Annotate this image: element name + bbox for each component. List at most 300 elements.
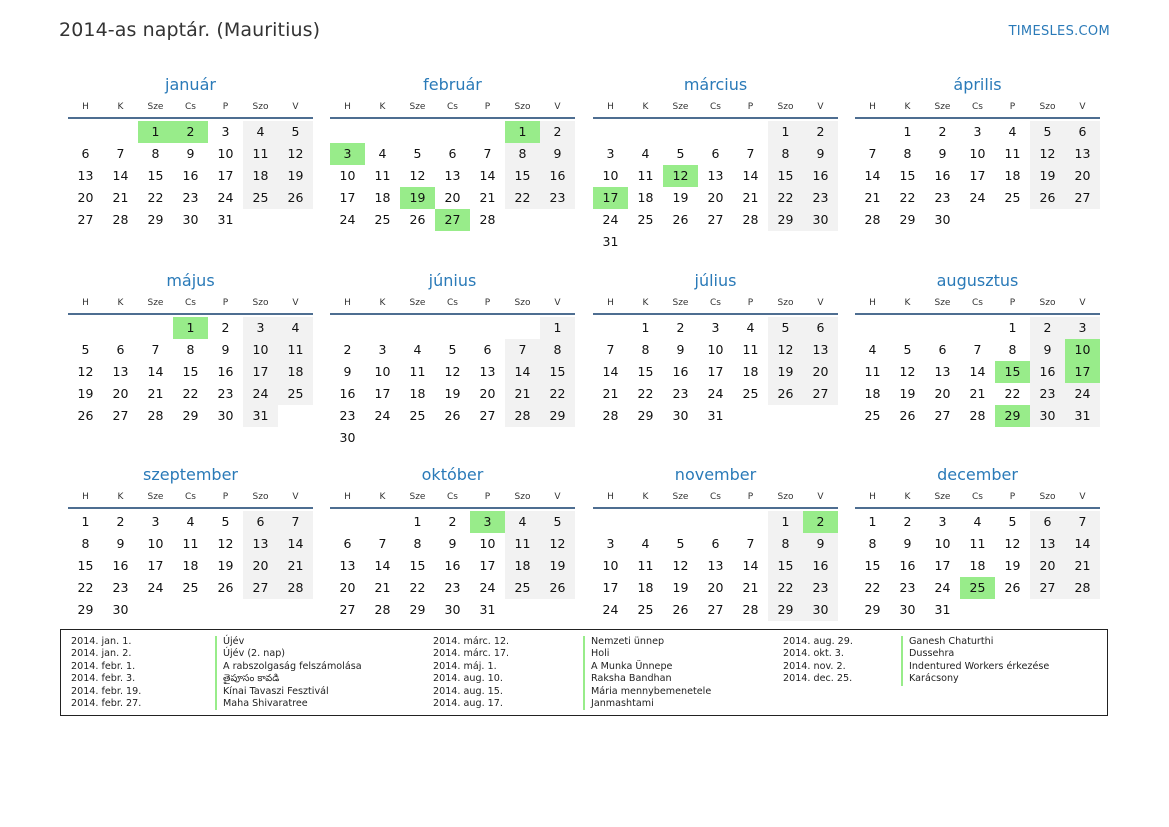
day-cell: 6 bbox=[483, 342, 492, 357]
day-cell: 8 bbox=[868, 536, 877, 551]
day-cell: 2 bbox=[903, 514, 912, 529]
month-3 bbox=[593, 74, 838, 253]
weekday-label: H bbox=[607, 492, 614, 502]
day-grid bbox=[593, 315, 838, 427]
weekend-day-cell: 15 bbox=[768, 555, 803, 577]
day-cell: 27 bbox=[339, 602, 356, 617]
day-cell: 26 bbox=[1004, 580, 1021, 595]
day-cell: 1 bbox=[868, 514, 877, 529]
day-cell: 26 bbox=[672, 602, 689, 617]
day-cell: 7 bbox=[116, 146, 125, 161]
weekend-day-cell: 12 bbox=[768, 339, 803, 361]
weekday-label: Sze bbox=[147, 102, 164, 112]
weekend-day-cell: 25 bbox=[243, 187, 278, 209]
weekday-label: K bbox=[117, 492, 124, 502]
weekend-day-cell: 12 bbox=[1030, 143, 1065, 165]
day-cell: 9 bbox=[448, 536, 457, 551]
day-cell: 24 bbox=[707, 386, 724, 401]
holiday-list bbox=[60, 629, 1108, 716]
weekday-label: V bbox=[292, 492, 299, 502]
day-cell: 30 bbox=[217, 408, 234, 423]
weekend-day-cell: 3 bbox=[1065, 317, 1100, 339]
day-cell: 26 bbox=[899, 408, 916, 423]
weekend-day-cell: 6 bbox=[1030, 511, 1065, 533]
day-cell: 21 bbox=[147, 386, 164, 401]
holiday-dates-col1 bbox=[71, 636, 141, 710]
day-cell: 18 bbox=[742, 364, 759, 379]
holiday-day-cell: 3 bbox=[330, 143, 365, 165]
weekday-header bbox=[330, 99, 575, 119]
day-cell: 15 bbox=[637, 364, 654, 379]
day-cell: 20 bbox=[479, 386, 496, 401]
day-cell: 28 bbox=[374, 602, 391, 617]
weekday-label: Sze bbox=[672, 298, 689, 308]
day-cell: 20 bbox=[339, 580, 356, 595]
weekend-day-cell: 9 bbox=[540, 143, 575, 165]
day-cell: 14 bbox=[864, 168, 881, 183]
weekend-day-cell: 13 bbox=[243, 533, 278, 555]
day-cell: 4 bbox=[413, 342, 422, 357]
weekend-day-cell: 27 bbox=[243, 577, 278, 599]
weekday-label: Cs bbox=[185, 298, 196, 308]
holiday-name: Raksha Bandhan bbox=[591, 673, 672, 685]
weekday-label: Cs bbox=[447, 102, 458, 112]
day-cell: 6 bbox=[711, 146, 720, 161]
day-cell: 11 bbox=[637, 168, 654, 183]
weekend-day-cell: 1 bbox=[768, 511, 803, 533]
weekend-day-cell: 23 bbox=[803, 577, 838, 599]
empty-day-cell bbox=[365, 511, 400, 533]
day-cell: 7 bbox=[973, 342, 982, 357]
day-cell: 29 bbox=[409, 602, 426, 617]
weekend-day-cell: 23 bbox=[540, 187, 575, 209]
day-grid bbox=[593, 509, 838, 621]
day-cell: 3 bbox=[711, 320, 720, 335]
empty-day-cell bbox=[103, 317, 138, 339]
weekday-label: Sze bbox=[672, 492, 689, 502]
day-cell: 4 bbox=[641, 536, 650, 551]
day-cell: 24 bbox=[602, 602, 619, 617]
holiday-names-col1 bbox=[215, 636, 362, 710]
day-cell: 11 bbox=[864, 364, 881, 379]
weekend-day-cell: 25 bbox=[278, 383, 313, 405]
day-cell: 17 bbox=[969, 168, 986, 183]
day-cell: 17 bbox=[479, 558, 496, 573]
day-cell: 12 bbox=[1004, 536, 1021, 551]
empty-day-cell bbox=[330, 511, 365, 533]
empty-day-cell bbox=[103, 121, 138, 143]
day-cell: 28 bbox=[742, 602, 759, 617]
weekday-label: P bbox=[747, 102, 754, 112]
empty-day-cell bbox=[138, 317, 173, 339]
weekday-label: H bbox=[344, 298, 351, 308]
empty-day-cell bbox=[733, 121, 768, 143]
day-cell: 11 bbox=[742, 342, 759, 357]
day-cell: 21 bbox=[742, 190, 759, 205]
weekend-day-cell: 24 bbox=[1065, 383, 1100, 405]
weekend-day-cell: 13 bbox=[803, 339, 838, 361]
day-cell: 9 bbox=[116, 536, 125, 551]
holiday-day-cell: 17 bbox=[593, 187, 628, 209]
day-cell: 8 bbox=[81, 536, 90, 551]
day-cell: 23 bbox=[444, 580, 461, 595]
weekday-label: Cs bbox=[185, 102, 196, 112]
weekend-day-cell: 7 bbox=[1065, 511, 1100, 533]
weekend-day-cell: 6 bbox=[803, 317, 838, 339]
weekday-label: K bbox=[379, 102, 386, 112]
day-cell: 3 bbox=[151, 514, 160, 529]
empty-day-cell bbox=[890, 317, 925, 339]
weekday-label: K bbox=[642, 298, 649, 308]
weekday-label: Szo bbox=[514, 298, 531, 308]
empty-day-cell bbox=[68, 317, 103, 339]
weekend-day-cell: 31 bbox=[243, 405, 278, 427]
month-6 bbox=[330, 270, 575, 449]
holiday-date: 2014. nov. 2. bbox=[783, 660, 846, 672]
weekend-day-cell: 16 bbox=[803, 165, 838, 187]
day-cell: 5 bbox=[221, 514, 230, 529]
holiday-name: Maha Shivaratree bbox=[223, 697, 308, 709]
day-cell: 15 bbox=[899, 168, 916, 183]
day-cell: 13 bbox=[934, 364, 951, 379]
holiday-date: 2014. máj. 1. bbox=[433, 660, 497, 672]
day-cell: 16 bbox=[182, 168, 199, 183]
empty-day-cell bbox=[628, 121, 663, 143]
day-cell: 24 bbox=[147, 580, 164, 595]
weekend-day-cell: 9 bbox=[1030, 339, 1065, 361]
day-cell: 1 bbox=[81, 514, 90, 529]
weekend-day-cell: 16 bbox=[1030, 361, 1065, 383]
day-cell: 22 bbox=[637, 386, 654, 401]
day-cell: 2 bbox=[676, 320, 685, 335]
weekday-label: Sze bbox=[409, 102, 426, 112]
day-cell: 8 bbox=[641, 342, 650, 357]
day-cell: 22 bbox=[1004, 386, 1021, 401]
day-cell: 27 bbox=[934, 408, 951, 423]
day-cell: 9 bbox=[221, 342, 230, 357]
day-cell: 16 bbox=[934, 168, 951, 183]
weekend-day-cell: 20 bbox=[1030, 555, 1065, 577]
empty-day-cell bbox=[593, 121, 628, 143]
day-cell: 1 bbox=[641, 320, 650, 335]
day-cell: 19 bbox=[672, 580, 689, 595]
weekday-label: P bbox=[1009, 492, 1016, 502]
weekend-day-cell: 22 bbox=[768, 577, 803, 599]
day-cell: 17 bbox=[934, 558, 951, 573]
day-cell: 13 bbox=[444, 168, 461, 183]
weekday-label: Szo bbox=[777, 102, 794, 112]
weekday-label: K bbox=[379, 492, 386, 502]
holiday-name: Újév bbox=[223, 636, 245, 647]
weekday-label: P bbox=[747, 492, 754, 502]
day-cell: 15 bbox=[147, 168, 164, 183]
empty-day-cell bbox=[698, 511, 733, 533]
weekend-day-cell: 21 bbox=[1065, 555, 1100, 577]
day-grid bbox=[855, 315, 1100, 427]
day-cell: 3 bbox=[938, 514, 947, 529]
weekday-label: P bbox=[484, 102, 491, 112]
month-title: május bbox=[166, 271, 215, 290]
day-cell: 26 bbox=[409, 212, 426, 227]
holiday-name: Újév (2. nap) bbox=[223, 648, 286, 660]
day-cell: 13 bbox=[77, 168, 94, 183]
holiday-date: 2014. okt. 3. bbox=[783, 648, 844, 660]
weekend-day-cell: 6 bbox=[243, 511, 278, 533]
day-cell: 5 bbox=[676, 146, 685, 161]
day-cell: 2 bbox=[221, 320, 230, 335]
day-cell: 7 bbox=[746, 146, 755, 161]
day-cell: 27 bbox=[112, 408, 129, 423]
weekend-day-cell: 21 bbox=[278, 555, 313, 577]
weekday-label: P bbox=[747, 298, 754, 308]
holiday-day-cell: 1 bbox=[138, 121, 173, 143]
holiday-day-cell: 10 bbox=[1065, 339, 1100, 361]
month-5 bbox=[68, 270, 313, 427]
day-cell: 12 bbox=[672, 558, 689, 573]
holiday-name: Indentured Workers érkezése bbox=[909, 660, 1050, 672]
day-cell: 7 bbox=[483, 146, 492, 161]
day-cell: 21 bbox=[112, 190, 129, 205]
day-cell: 7 bbox=[378, 536, 387, 551]
day-grid bbox=[68, 119, 313, 231]
day-cell: 14 bbox=[112, 168, 129, 183]
day-cell: 9 bbox=[938, 146, 947, 161]
weekend-day-cell: 3 bbox=[243, 317, 278, 339]
day-cell: 14 bbox=[479, 168, 496, 183]
weekend-day-cell: 5 bbox=[768, 317, 803, 339]
day-cell: 12 bbox=[217, 536, 234, 551]
month-1 bbox=[68, 74, 313, 231]
month-11 bbox=[593, 464, 838, 621]
day-cell: 26 bbox=[77, 408, 94, 423]
day-cell: 3 bbox=[378, 342, 387, 357]
holiday-dates-col2 bbox=[433, 636, 509, 710]
holiday-name: Ganesh Chaturthi bbox=[909, 636, 994, 647]
weekend-day-cell: 19 bbox=[1030, 165, 1065, 187]
day-cell: 5 bbox=[1008, 514, 1017, 529]
weekday-label: V bbox=[554, 298, 561, 308]
weekday-label: V bbox=[292, 102, 299, 112]
day-cell: 17 bbox=[147, 558, 164, 573]
day-grid bbox=[330, 509, 575, 621]
day-cell: 17 bbox=[339, 190, 356, 205]
weekday-label: Szo bbox=[252, 102, 269, 112]
holiday-day-cell: 15 bbox=[995, 361, 1030, 383]
site-link[interactable]: TIMESLES.COM bbox=[1008, 24, 1110, 39]
day-cell: 24 bbox=[374, 408, 391, 423]
day-cell: 20 bbox=[77, 190, 94, 205]
day-cell: 12 bbox=[77, 364, 94, 379]
day-cell: 1 bbox=[903, 124, 912, 139]
day-cell: 28 bbox=[147, 408, 164, 423]
weekday-label: H bbox=[82, 102, 89, 112]
holiday-day-cell: 12 bbox=[663, 165, 698, 187]
empty-day-cell bbox=[365, 317, 400, 339]
weekend-day-cell: 2 bbox=[803, 121, 838, 143]
month-title: december bbox=[937, 465, 1018, 484]
empty-day-cell bbox=[505, 317, 540, 339]
weekend-day-cell: 5 bbox=[540, 511, 575, 533]
day-cell: 15 bbox=[77, 558, 94, 573]
month-4 bbox=[855, 74, 1100, 231]
weekend-day-cell: 28 bbox=[278, 577, 313, 599]
weekend-day-cell: 29 bbox=[768, 599, 803, 621]
weekday-label: Szo bbox=[252, 298, 269, 308]
day-cell: 31 bbox=[217, 212, 234, 227]
holiday-day-cell: 19 bbox=[400, 187, 435, 209]
weekday-header bbox=[593, 99, 838, 119]
day-cell: 4 bbox=[746, 320, 755, 335]
holiday-name: A rabszolgaság felszámolása bbox=[223, 660, 362, 672]
weekend-day-cell: 5 bbox=[278, 121, 313, 143]
weekday-label: Sze bbox=[934, 298, 951, 308]
day-cell: 23 bbox=[672, 386, 689, 401]
empty-day-cell bbox=[435, 317, 470, 339]
day-grid bbox=[330, 119, 575, 231]
day-cell: 9 bbox=[903, 536, 912, 551]
day-cell: 10 bbox=[479, 536, 496, 551]
weekend-day-cell: 8 bbox=[505, 143, 540, 165]
day-cell: 21 bbox=[969, 386, 986, 401]
weekend-day-cell: 15 bbox=[540, 361, 575, 383]
holiday-date: 2014. aug. 10. bbox=[433, 673, 503, 685]
weekday-label: P bbox=[1009, 102, 1016, 112]
holiday-date: 2014. aug. 15. bbox=[433, 685, 503, 697]
day-cell: 10 bbox=[934, 536, 951, 551]
weekday-label: Sze bbox=[147, 492, 164, 502]
day-cell: 20 bbox=[934, 386, 951, 401]
weekend-day-cell: 13 bbox=[1030, 533, 1065, 555]
weekend-day-cell: 4 bbox=[505, 511, 540, 533]
weekday-label: Szo bbox=[252, 492, 269, 502]
month-7 bbox=[593, 270, 838, 427]
empty-day-cell bbox=[435, 121, 470, 143]
day-cell: 7 bbox=[746, 536, 755, 551]
day-cell: 13 bbox=[707, 168, 724, 183]
weekend-day-cell: 29 bbox=[540, 405, 575, 427]
day-cell: 16 bbox=[899, 558, 916, 573]
holiday-name: Janmashtami bbox=[591, 697, 654, 709]
weekday-header bbox=[68, 99, 313, 119]
day-cell: 11 bbox=[409, 364, 426, 379]
weekday-label: Cs bbox=[972, 492, 983, 502]
weekend-day-cell: 23 bbox=[803, 187, 838, 209]
weekday-label: K bbox=[379, 298, 386, 308]
empty-day-cell bbox=[663, 511, 698, 533]
weekday-label: Szo bbox=[1039, 492, 1056, 502]
day-cell: 31 bbox=[602, 234, 619, 249]
day-cell: 19 bbox=[672, 190, 689, 205]
day-cell: 23 bbox=[182, 190, 199, 205]
weekday-label: Sze bbox=[672, 102, 689, 112]
weekend-day-cell: 21 bbox=[505, 383, 540, 405]
weekday-label: Cs bbox=[710, 298, 721, 308]
day-cell: 28 bbox=[969, 408, 986, 423]
day-cell: 2 bbox=[343, 342, 352, 357]
weekend-day-cell: 25 bbox=[505, 577, 540, 599]
weekend-day-cell: 15 bbox=[505, 165, 540, 187]
weekday-header bbox=[855, 295, 1100, 315]
empty-day-cell bbox=[855, 121, 890, 143]
weekend-day-cell: 20 bbox=[1065, 165, 1100, 187]
weekday-header bbox=[855, 489, 1100, 509]
weekend-day-cell: 19 bbox=[768, 361, 803, 383]
weekend-day-cell: 13 bbox=[1065, 143, 1100, 165]
day-cell: 30 bbox=[339, 430, 356, 445]
holiday-date: 2014. febr. 27. bbox=[71, 697, 142, 709]
day-cell: 25 bbox=[637, 212, 654, 227]
weekend-day-cell: 28 bbox=[1065, 577, 1100, 599]
day-cell: 18 bbox=[374, 190, 391, 205]
day-cell: 10 bbox=[217, 146, 234, 161]
day-cell: 13 bbox=[112, 364, 129, 379]
month-title: október bbox=[421, 465, 484, 484]
day-cell: 29 bbox=[182, 408, 199, 423]
weekend-day-cell: 20 bbox=[803, 361, 838, 383]
weekend-day-cell: 7 bbox=[505, 339, 540, 361]
weekday-label: H bbox=[607, 298, 614, 308]
day-cell: 30 bbox=[899, 602, 916, 617]
holiday-day-cell: 2 bbox=[803, 511, 838, 533]
weekend-day-cell: 30 bbox=[803, 209, 838, 231]
day-cell: 10 bbox=[147, 536, 164, 551]
day-cell: 8 bbox=[1008, 342, 1017, 357]
day-cell: 3 bbox=[606, 146, 615, 161]
holiday-name: Dussehra bbox=[909, 648, 955, 660]
holiday-date: 2014. febr. 19. bbox=[71, 685, 142, 697]
day-grid bbox=[330, 315, 575, 449]
weekday-label: P bbox=[222, 298, 229, 308]
day-cell: 14 bbox=[742, 168, 759, 183]
month-9 bbox=[68, 464, 313, 621]
weekday-label: Sze bbox=[409, 492, 426, 502]
weekday-label: K bbox=[117, 102, 124, 112]
weekday-label: H bbox=[82, 492, 89, 502]
day-cell: 19 bbox=[444, 386, 461, 401]
holiday-day-cell: 29 bbox=[995, 405, 1030, 427]
weekend-day-cell: 1 bbox=[768, 121, 803, 143]
month-title: március bbox=[683, 75, 748, 94]
holiday-date: 2014. aug. 17. bbox=[433, 697, 503, 709]
day-cell: 21 bbox=[479, 190, 496, 205]
empty-day-cell bbox=[365, 121, 400, 143]
day-cell: 19 bbox=[77, 386, 94, 401]
day-cell: 20 bbox=[444, 190, 461, 205]
weekday-header bbox=[68, 489, 313, 509]
day-cell: 17 bbox=[602, 580, 619, 595]
day-cell: 29 bbox=[637, 408, 654, 423]
weekend-day-cell: 14 bbox=[505, 361, 540, 383]
weekend-day-cell: 30 bbox=[803, 599, 838, 621]
holiday-day-cell: 2 bbox=[173, 121, 208, 143]
weekday-label: V bbox=[554, 492, 561, 502]
month-title: július bbox=[694, 271, 737, 290]
day-cell: 17 bbox=[217, 168, 234, 183]
day-cell: 30 bbox=[672, 408, 689, 423]
holiday-date: 2014. aug. 29. bbox=[783, 636, 853, 647]
holiday-date: 2014. márc. 17. bbox=[433, 648, 510, 660]
day-cell: 28 bbox=[864, 212, 881, 227]
day-cell: 21 bbox=[374, 580, 391, 595]
month-2 bbox=[330, 74, 575, 231]
weekday-label: V bbox=[817, 298, 824, 308]
empty-day-cell bbox=[628, 511, 663, 533]
day-cell: 28 bbox=[112, 212, 129, 227]
weekday-label: Sze bbox=[934, 492, 951, 502]
day-cell: 11 bbox=[637, 558, 654, 573]
day-cell: 16 bbox=[217, 364, 234, 379]
day-cell: 5 bbox=[413, 146, 422, 161]
